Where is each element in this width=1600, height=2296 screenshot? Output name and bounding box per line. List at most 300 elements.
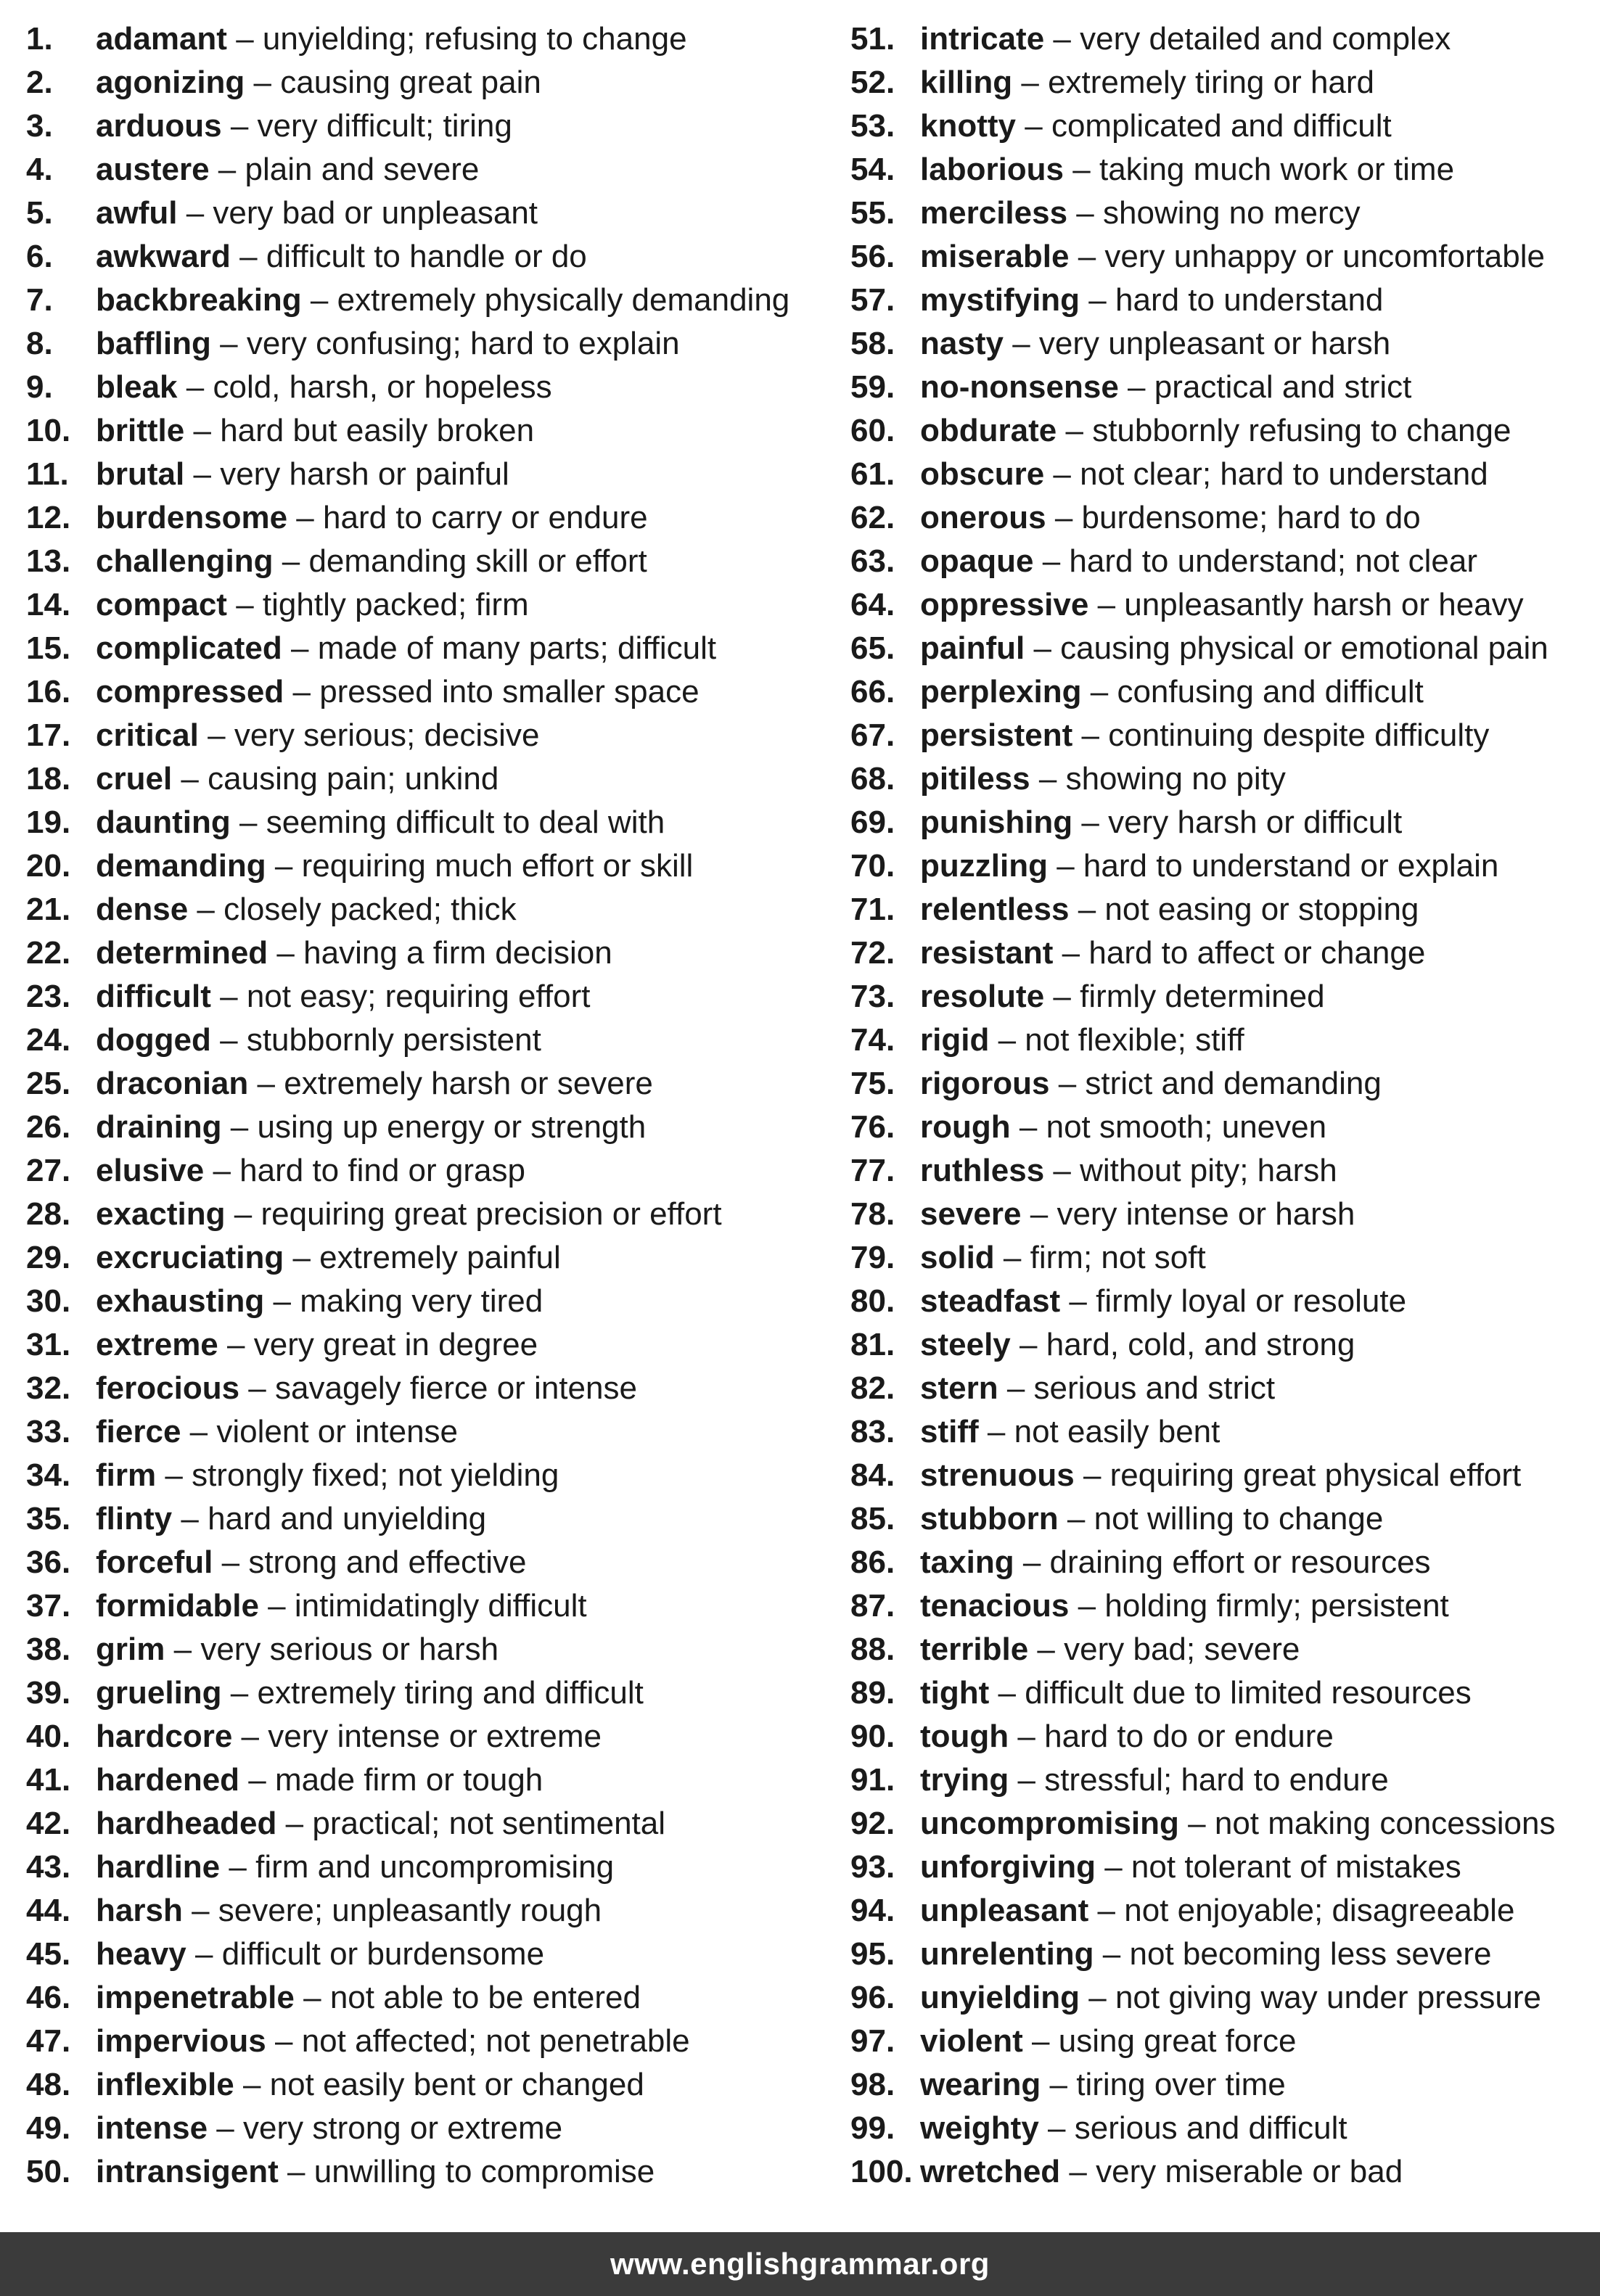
entry-word: opaque — [920, 543, 1034, 579]
entry-text — [920, 1584, 1449, 1628]
entry-word: daunting — [96, 805, 231, 840]
entry-word: flinty — [96, 1501, 173, 1536]
entry-definition: hard, cold, and strong — [1046, 1327, 1355, 1362]
entry-text — [96, 496, 648, 540]
entry-word: stern — [920, 1370, 998, 1406]
entry-definition: extremely harsh or severe — [284, 1066, 653, 1101]
entry-separator: – — [248, 1370, 266, 1406]
entry-separator: – — [1104, 1849, 1123, 1885]
entry-separator: – — [189, 1414, 208, 1449]
entry-number: 75. — [850, 1066, 895, 1101]
entry-separator: – — [987, 1414, 1006, 1449]
entry-text — [96, 1193, 722, 1236]
entry-text — [96, 1236, 561, 1280]
entry-number: 29. — [26, 1240, 71, 1275]
entry-definition: closely packed; thick — [223, 892, 517, 927]
entry-number: 58. — [850, 326, 895, 361]
entry-word: ferocious — [96, 1370, 240, 1406]
entry-text — [96, 1062, 653, 1106]
entry-word: elusive — [96, 1153, 205, 1188]
entry-definition: hard to affect or change — [1088, 935, 1426, 971]
entry-separator: – — [1088, 282, 1107, 318]
entry-definition: not tolerant of mistakes — [1131, 1849, 1461, 1885]
entry-word: inflexible — [96, 2067, 234, 2102]
entry-text — [920, 104, 1392, 148]
entry-number: 52. — [850, 65, 895, 100]
entry-text — [920, 2150, 1403, 2194]
entry-text — [920, 2020, 1297, 2063]
entry-number: 21. — [26, 892, 71, 927]
entry-definition: not enjoyable; disagreeable — [1124, 1893, 1515, 1928]
entry-text — [96, 17, 687, 61]
entry-separator: – — [1019, 1109, 1038, 1145]
entry-separator: – — [239, 239, 258, 274]
entry-word: uncompromising — [920, 1806, 1179, 1841]
entry-definition: seeming difficult to deal with — [266, 805, 665, 840]
entry-text — [920, 1758, 1389, 1802]
entry-word: determined — [96, 935, 268, 971]
entry-number: 47. — [26, 2023, 71, 2059]
entry-separator: – — [181, 1501, 199, 1536]
entry-separator: – — [1017, 1719, 1035, 1754]
entry-definition: stubbornly persistent — [246, 1022, 541, 1058]
footer-bar — [0, 2232, 1600, 2296]
entry-separator: – — [1188, 1806, 1206, 1841]
entry-separator: – — [1083, 1457, 1101, 1493]
entry-word: tenacious — [920, 1588, 1070, 1624]
footer-url[interactable]: www.englishgrammar.org — [610, 2247, 990, 2281]
entry-number: 34. — [26, 1457, 71, 1493]
entry-number: 84. — [850, 1457, 895, 1493]
entry-separator: – — [1042, 543, 1061, 579]
entry-number: 83. — [850, 1414, 895, 1449]
entry-number: 62. — [850, 500, 895, 535]
entry-number: 66. — [850, 674, 895, 709]
entry-word: exhausting — [96, 1283, 265, 1319]
entry-number: 88. — [850, 1632, 895, 1667]
entry-text — [920, 61, 1374, 104]
entry-definition: unwilling to compromise — [313, 2154, 655, 2189]
entry-text — [920, 1019, 1244, 1062]
entry-number: 32. — [26, 1370, 71, 1406]
entry-definition: pressed into smaller space — [319, 674, 700, 709]
entry-separator: – — [1058, 1066, 1077, 1101]
entry-number: 73. — [850, 979, 895, 1014]
entry-number: 16. — [26, 674, 71, 709]
entry-word: hardline — [96, 1849, 221, 1885]
entry-number: 100. — [850, 2154, 913, 2189]
entry-separator: – — [253, 65, 272, 100]
entry-text — [920, 627, 1548, 670]
entry-number: 87. — [850, 1588, 895, 1624]
entry-definition: requiring much effort or skill — [301, 848, 694, 884]
entry-text — [920, 1846, 1461, 1889]
entry-text — [96, 540, 647, 583]
entry-word: killing — [920, 65, 1013, 100]
entry-text — [920, 975, 1325, 1019]
entry-definition: difficult or burdensome — [221, 1936, 545, 1972]
entry-number: 77. — [850, 1153, 895, 1188]
entry-number: 80. — [850, 1283, 895, 1319]
entry-word: resolute — [920, 979, 1045, 1014]
entry-number: 25. — [26, 1066, 71, 1101]
entry-definition: not clear; hard to understand — [1080, 456, 1488, 492]
entry-number: 76. — [850, 1109, 895, 1145]
entry-separator: – — [242, 2067, 261, 2102]
entry-definition: savagely fierce or intense — [275, 1370, 637, 1406]
entry-separator: – — [1069, 2154, 1087, 2189]
entry-number: 44. — [26, 1893, 71, 1928]
entry-separator: – — [248, 1762, 266, 1798]
entry-number: 54. — [850, 152, 895, 187]
entry-number: 61. — [850, 456, 895, 492]
entry-number: 79. — [850, 1240, 895, 1275]
entry-definition: not easing or stopping — [1104, 892, 1419, 927]
entry-word: draconian — [96, 1066, 249, 1101]
entry-word: brutal — [96, 456, 185, 492]
entry-separator: – — [303, 1980, 321, 2015]
entry-word: firm — [96, 1457, 157, 1493]
entry-text — [96, 453, 509, 496]
entry-number: 28. — [26, 1196, 71, 1232]
entry-number: 67. — [850, 717, 895, 753]
entry-text — [96, 2020, 690, 2063]
entry-definition: made of many parts; difficult — [317, 630, 717, 666]
entry-number: 48. — [26, 2067, 71, 2102]
entry-word: ruthless — [920, 1153, 1045, 1188]
entry-word: unforgiving — [920, 1849, 1096, 1885]
entry-separator: – — [1020, 1327, 1038, 1362]
entry-separator: – — [1078, 239, 1096, 274]
entry-definition: unyielding; refusing to change — [262, 21, 687, 57]
entry-separator: – — [1062, 935, 1080, 971]
entry-text — [920, 496, 1421, 540]
entry-text — [96, 1149, 525, 1193]
entry-separator: – — [186, 369, 205, 405]
entry-word: complicated — [96, 630, 282, 666]
entry-text — [920, 1541, 1431, 1584]
entry-word: dense — [96, 892, 189, 927]
entry-word: forceful — [96, 1544, 213, 1580]
entry-text — [920, 2107, 1347, 2150]
entry-text — [920, 1193, 1355, 1236]
entry-definition: extremely painful — [319, 1240, 561, 1275]
entry-definition: draining effort or resources — [1049, 1544, 1431, 1580]
entry-text — [920, 801, 1402, 844]
entry-definition: complicated and difficult — [1051, 108, 1392, 144]
entry-separator: – — [227, 1327, 245, 1362]
entry-definition: not making concessions — [1214, 1806, 1556, 1841]
entry-separator: – — [1081, 805, 1099, 840]
entry-word: grueling — [96, 1675, 222, 1711]
entry-separator: – — [216, 2110, 234, 2146]
entry-number: 24. — [26, 1022, 71, 1058]
entry-text — [96, 1933, 544, 1976]
entry-separator: – — [1032, 2023, 1050, 2059]
entry-word: punishing — [920, 805, 1073, 840]
entry-number: 13. — [26, 543, 71, 579]
entry-word: unyielding — [920, 1980, 1080, 2015]
entry-definition: very intense or harsh — [1057, 1196, 1355, 1232]
entry-word: tough — [920, 1719, 1009, 1754]
entry-separator: – — [287, 2154, 305, 2189]
entry-word: excruciating — [96, 1240, 284, 1275]
entry-definition: firm and uncompromising — [255, 1849, 615, 1885]
entry-separator: – — [290, 630, 309, 666]
entry-word: impervious — [96, 2023, 266, 2059]
entry-definition: making very tired — [300, 1283, 543, 1319]
entry-word: compact — [96, 587, 227, 622]
entry-text — [96, 1802, 665, 1846]
entry-separator: – — [195, 1936, 213, 1972]
entry-number: 97. — [850, 2023, 895, 2059]
entry-number: 90. — [850, 1719, 895, 1754]
entry-separator: – — [296, 500, 314, 535]
entry-number: 99. — [850, 2110, 895, 2146]
entry-separator: – — [192, 1893, 210, 1928]
entry-separator: – — [1057, 848, 1075, 884]
entry-text — [920, 757, 1286, 801]
entry-number: 39. — [26, 1675, 71, 1711]
entry-number: 31. — [26, 1327, 71, 1362]
entry-definition: very unpleasant or harsh — [1038, 326, 1391, 361]
entry-definition: without pity; harsh — [1080, 1153, 1337, 1188]
entry-text — [920, 1367, 1275, 1410]
entry-word: steadfast — [920, 1283, 1061, 1319]
entry-definition: tightly packed; firm — [262, 587, 529, 622]
entry-separator: – — [292, 1240, 311, 1275]
entry-number: 36. — [26, 1544, 71, 1580]
entry-definition: hard and unyielding — [208, 1501, 487, 1536]
entry-separator: – — [230, 1109, 249, 1145]
entry-separator: – — [220, 326, 238, 361]
entry-separator: – — [186, 195, 205, 231]
entry-word: intense — [96, 2110, 208, 2146]
entry-separator: – — [1078, 1588, 1096, 1624]
entry-number: 59. — [850, 369, 895, 405]
entry-definition: stubbornly refusing to change — [1092, 413, 1511, 448]
entry-word: obscure — [920, 456, 1045, 492]
entry-text — [920, 1236, 1206, 1280]
entry-definition: not easily bent — [1014, 1414, 1220, 1449]
entry-number: 91. — [850, 1762, 895, 1798]
entry-word: merciless — [920, 195, 1068, 231]
entry-number: 56. — [850, 239, 895, 274]
entry-separator: – — [1053, 21, 1071, 57]
entry-separator: – — [998, 1022, 1017, 1058]
entry-word: baffling — [96, 326, 211, 361]
entry-separator: – — [230, 108, 249, 144]
entry-text — [96, 583, 529, 627]
entry-word: challenging — [96, 543, 274, 579]
entry-text — [920, 1149, 1337, 1193]
entry-word: cruel — [96, 761, 173, 797]
entry-text — [920, 192, 1361, 235]
entry-text — [96, 1280, 543, 1323]
entry-number: 3. — [26, 108, 53, 144]
entry-definition: requiring great precision or effort — [260, 1196, 722, 1232]
entry-definition: hard to find or grasp — [239, 1153, 525, 1188]
entry-number: 45. — [26, 1936, 71, 1972]
entry-text — [96, 1367, 637, 1410]
entry-definition: plain and severe — [245, 152, 480, 187]
entry-text — [96, 1671, 644, 1715]
entry-number: 74. — [850, 1022, 895, 1058]
entry-separator: – — [268, 1588, 286, 1624]
entry-definition: burdensome; hard to do — [1081, 500, 1421, 535]
entry-word: adamant — [96, 21, 227, 57]
entry-separator: – — [1088, 1980, 1107, 2015]
entry-text — [96, 1541, 527, 1584]
entry-text — [96, 757, 499, 801]
entry-definition: stressful; hard to endure — [1044, 1762, 1389, 1798]
entry-word: burdensome — [96, 500, 288, 535]
entry-text — [96, 235, 587, 279]
entry-definition: using up energy or strength — [257, 1109, 647, 1145]
entry-word: austere — [96, 152, 210, 187]
entry-word: awful — [96, 195, 178, 231]
entry-separator: – — [1017, 1762, 1035, 1798]
entry-word: brittle — [96, 413, 185, 448]
entry-word: hardheaded — [96, 1806, 277, 1841]
entry-text — [96, 322, 680, 366]
entry-definition: taking much work or time — [1099, 152, 1455, 187]
entry-number: 81. — [850, 1327, 895, 1362]
entry-number: 95. — [850, 1936, 895, 1972]
entry-definition: not flexible; stiff — [1025, 1022, 1244, 1058]
entry-word: nasty — [920, 326, 1004, 361]
entry-text — [920, 235, 1545, 279]
entry-number: 65. — [850, 630, 895, 666]
entry-word: impenetrable — [96, 1980, 295, 2015]
entry-text — [920, 409, 1511, 453]
entry-number: 41. — [26, 1762, 71, 1798]
entry-definition: having a firm decision — [303, 935, 612, 971]
entry-text — [920, 2063, 1286, 2107]
entry-word: weighty — [920, 2110, 1039, 2146]
entry-number: 18. — [26, 761, 71, 797]
entry-word: oppressive — [920, 587, 1089, 622]
entry-definition: confusing and difficult — [1117, 674, 1424, 709]
entry-number: 94. — [850, 1893, 895, 1928]
entry-separator: – — [1012, 326, 1030, 361]
entry-text — [96, 2107, 562, 2150]
entry-separator: – — [282, 543, 300, 579]
entry-word: miserable — [920, 239, 1070, 274]
entry-separator: – — [1128, 369, 1146, 405]
entry-text — [920, 279, 1383, 322]
entry-definition: very difficult; tiring — [257, 108, 512, 144]
entry-text — [96, 888, 517, 931]
entry-text — [96, 1976, 641, 2020]
entry-number: 55. — [850, 195, 895, 231]
entry-definition: violent or intense — [216, 1414, 459, 1449]
entry-number: 30. — [26, 1283, 71, 1319]
entry-number: 33. — [26, 1414, 71, 1449]
entry-definition: strong and effective — [248, 1544, 527, 1580]
entry-separator: – — [1067, 1501, 1086, 1536]
entry-text — [96, 1454, 559, 1497]
entry-word: harsh — [96, 1893, 183, 1928]
entry-number: 37. — [26, 1588, 71, 1624]
entry-text — [96, 1584, 587, 1628]
entry-text — [96, 61, 541, 104]
entry-word: trying — [920, 1762, 1009, 1798]
entry-text — [920, 844, 1498, 888]
entry-text — [96, 975, 591, 1019]
entry-word: intransigent — [96, 2154, 279, 2189]
entry-word: severe — [920, 1196, 1022, 1232]
entry-text — [920, 931, 1425, 975]
entry-separator: – — [193, 456, 211, 492]
entry-word: steely — [920, 1327, 1011, 1362]
entry-text — [920, 1497, 1383, 1541]
entry-definition: very bad; severe — [1064, 1632, 1300, 1667]
entry-separator: – — [241, 1719, 260, 1754]
entry-number: 53. — [850, 108, 895, 144]
entry-number: 93. — [850, 1849, 895, 1885]
entry-word: dogged — [96, 1022, 211, 1058]
entry-text — [96, 1497, 486, 1541]
entry-word: knotty — [920, 108, 1016, 144]
entry-number: 50. — [26, 2154, 71, 2189]
entry-separator: – — [1053, 979, 1071, 1014]
entry-text — [96, 148, 479, 192]
entry-word: demanding — [96, 848, 266, 884]
entry-definition: extremely tiring and difficult — [257, 1675, 644, 1711]
entry-word: compressed — [96, 674, 284, 709]
entry-separator: – — [285, 1806, 304, 1841]
entry-definition: continuing despite difficulty — [1108, 717, 1490, 753]
entry-text — [96, 409, 534, 453]
entry-separator: – — [197, 892, 215, 927]
entry-text — [920, 1933, 1491, 1976]
entry-word: backbreaking — [96, 282, 302, 318]
entry-text — [96, 1628, 499, 1671]
entry-number: 40. — [26, 1719, 71, 1754]
entry-number: 17. — [26, 717, 71, 753]
entry-text — [96, 1758, 543, 1802]
entry-text — [920, 540, 1477, 583]
entry-number: 27. — [26, 1153, 71, 1188]
entry-text — [96, 1106, 646, 1149]
entry-separator: – — [229, 1849, 247, 1885]
entry-separator: – — [1076, 195, 1094, 231]
entry-definition: difficult due to limited resources — [1025, 1675, 1472, 1711]
entry-word: onerous — [920, 500, 1046, 535]
word-list — [0, 17, 1600, 2194]
entry-definition: very harsh or difficult — [1108, 805, 1403, 840]
entry-word: no-nonsense — [920, 369, 1119, 405]
entry-definition: cold, harsh, or hopeless — [213, 369, 552, 405]
entry-word: agonizing — [96, 65, 245, 100]
entry-separator: – — [230, 1675, 249, 1711]
entry-text — [920, 453, 1488, 496]
entry-separator: – — [239, 805, 258, 840]
entry-number: 89. — [850, 1675, 895, 1711]
entry-separator: – — [1072, 152, 1091, 187]
entry-definition: showing no mercy — [1103, 195, 1361, 231]
entry-word: unpleasant — [920, 1893, 1089, 1928]
entry-separator: – — [173, 1632, 192, 1667]
entry-definition: severe; unpleasantly rough — [218, 1893, 602, 1928]
entry-text — [920, 583, 1524, 627]
entry-text — [920, 1454, 1521, 1497]
entry-text — [96, 844, 693, 888]
entry-separator: – — [274, 2023, 293, 2059]
entry-separator: – — [274, 848, 293, 884]
entry-word: perplexing — [920, 674, 1082, 709]
